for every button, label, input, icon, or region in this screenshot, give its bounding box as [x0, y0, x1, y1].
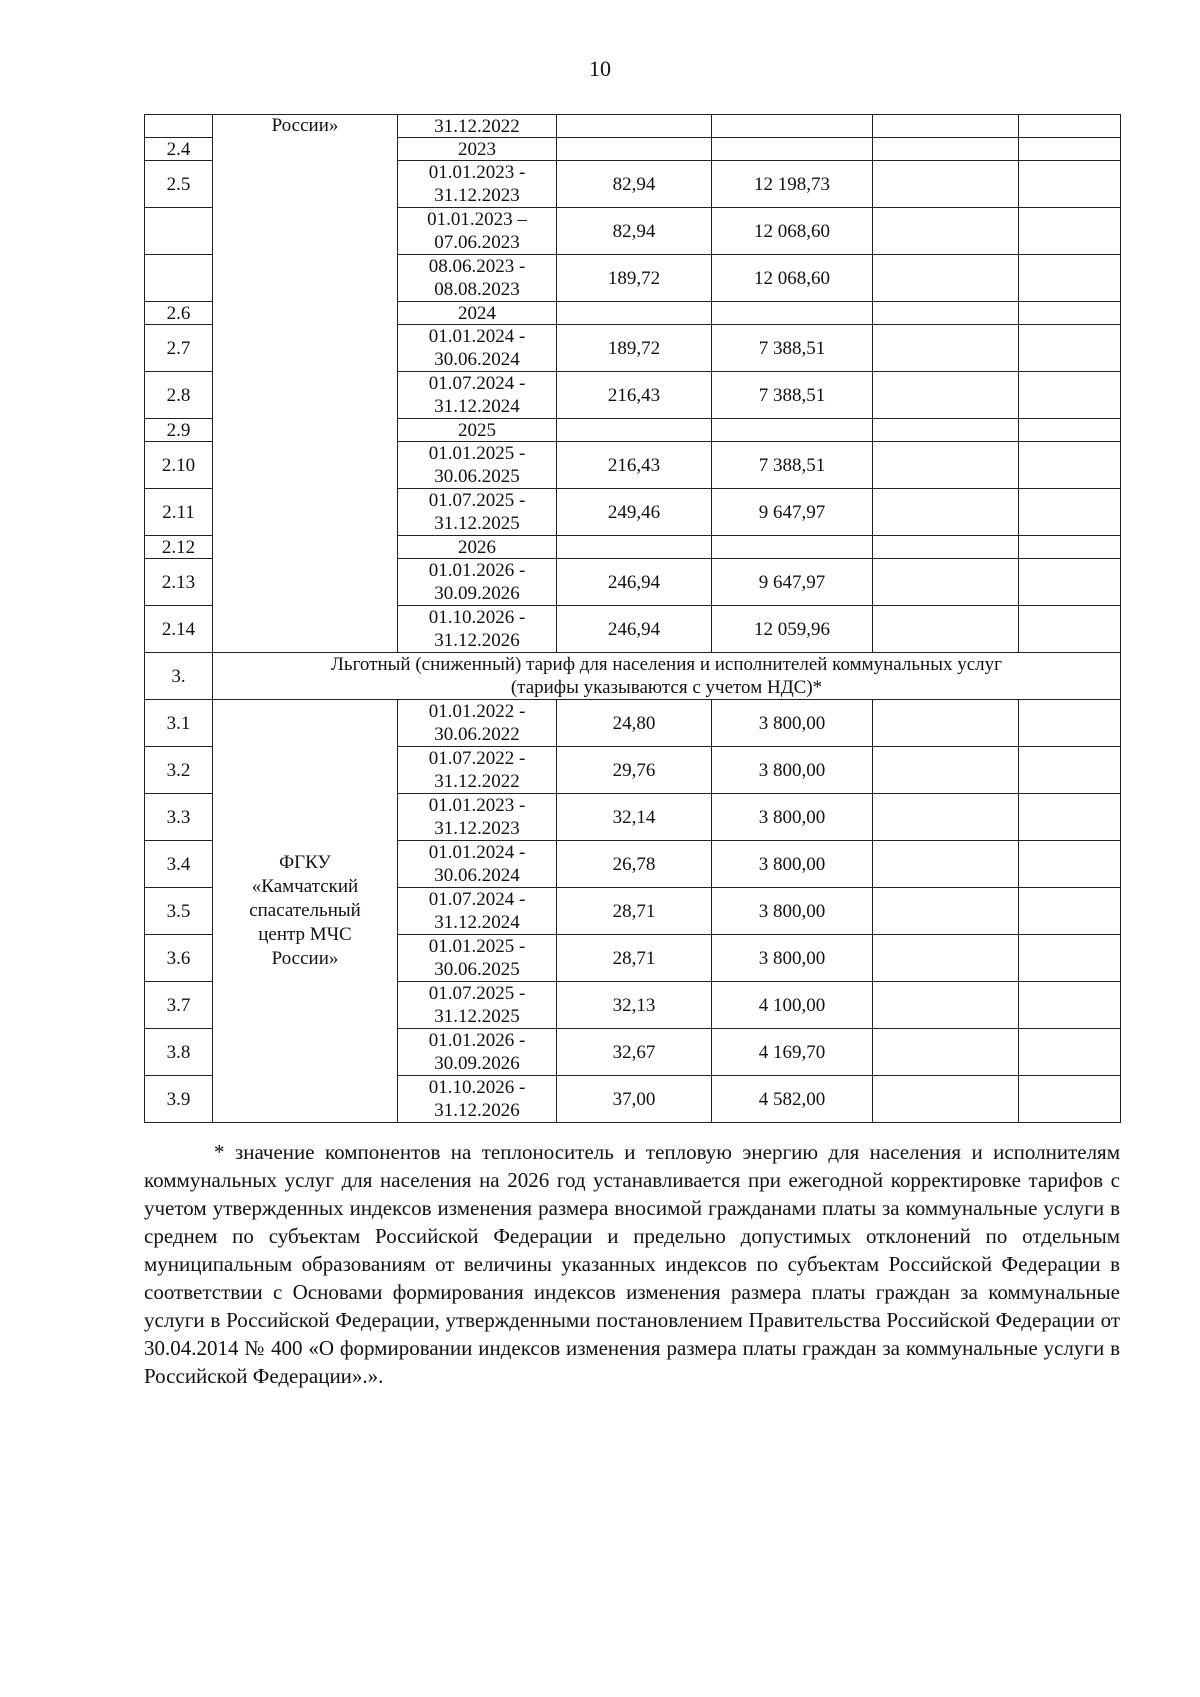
value-cell	[712, 419, 873, 442]
row-number: 3.4	[145, 841, 213, 888]
value-cell	[712, 138, 873, 161]
row-number: 2.10	[145, 442, 213, 489]
row-number: 2.14	[145, 606, 213, 653]
value-cell	[712, 302, 873, 325]
period-cell	[398, 372, 557, 419]
value-cell: 3 800,00	[712, 935, 873, 982]
period-line: 2025	[458, 419, 496, 441]
value-cell: 4 100,00	[712, 982, 873, 1029]
empty-cell	[1019, 559, 1121, 606]
empty-cell	[1019, 255, 1121, 302]
section-title	[213, 653, 1121, 700]
value-cell: 7 388,51	[712, 442, 873, 489]
period-line: 01.01.2023 -	[428, 162, 526, 183]
empty-cell	[1019, 1076, 1121, 1123]
value-cell: 249,46	[557, 489, 712, 536]
period-cell	[398, 442, 557, 489]
empty-cell	[1019, 888, 1121, 935]
empty-cell	[873, 536, 1019, 559]
row-number: 2.13	[145, 559, 213, 606]
value-cell	[557, 115, 712, 138]
organization-line: спасательный	[249, 900, 361, 921]
empty-cell	[873, 372, 1019, 419]
empty-cell	[873, 1076, 1019, 1123]
period-line: 01.01.2026 -	[428, 1030, 526, 1051]
period-line: 30.09.2026	[434, 583, 520, 604]
period-cell	[398, 302, 557, 325]
row-number: 3.8	[145, 1029, 213, 1076]
period-cell	[398, 841, 557, 888]
value-cell: 3 800,00	[712, 888, 873, 935]
period-cell	[398, 888, 557, 935]
empty-cell	[1019, 606, 1121, 653]
empty-cell	[873, 559, 1019, 606]
period-cell	[398, 489, 557, 536]
value-cell: 3 800,00	[712, 841, 873, 888]
empty-cell	[1019, 161, 1121, 208]
period-line: 01.01.2024 -	[428, 842, 526, 863]
empty-cell	[873, 419, 1019, 442]
value-cell: 3 800,00	[712, 794, 873, 841]
empty-cell	[873, 115, 1019, 138]
value-cell: 4 169,70	[712, 1029, 873, 1076]
row-number	[145, 255, 213, 302]
value-cell: 9 647,97	[712, 489, 873, 536]
empty-cell	[1019, 325, 1121, 372]
tariff-section-3	[145, 653, 1121, 700]
organization-line: ФГКУ	[279, 852, 331, 873]
empty-cell	[1019, 138, 1121, 161]
tariff-block-3	[145, 700, 1121, 1123]
empty-cell	[873, 935, 1019, 982]
period-line: 2023	[458, 138, 496, 160]
empty-cell	[1019, 442, 1121, 489]
value-cell: 12 068,60	[712, 208, 873, 255]
row-number: 2.4	[145, 138, 213, 161]
period-cell	[398, 138, 557, 161]
value-cell: 12 198,73	[712, 161, 873, 208]
value-cell: 246,94	[557, 559, 712, 606]
tariff-table	[144, 114, 1121, 1123]
period-line: 01.10.2026 -	[428, 607, 526, 628]
value-cell: 28,71	[557, 888, 712, 935]
row-number: 3.5	[145, 888, 213, 935]
period-line: 31.12.2023	[434, 185, 520, 206]
period-line: 31.12.2026	[434, 630, 520, 651]
row-number: 3.6	[145, 935, 213, 982]
period-line: 2026	[458, 536, 496, 558]
period-cell	[398, 1076, 557, 1123]
empty-cell	[873, 489, 1019, 536]
row-number: 3.7	[145, 982, 213, 1029]
period-cell	[398, 982, 557, 1029]
value-cell: 32,13	[557, 982, 712, 1029]
period-line: 01.10.2026 -	[428, 1077, 526, 1098]
value-cell	[557, 302, 712, 325]
empty-cell	[1019, 700, 1121, 747]
period-line: 01.01.2023 -	[428, 795, 526, 816]
footnote: * значение компонентов на теплоноситель и тепловую энергию для населения и исполнителям коммунальных услуг для населения на 2026 год устанавливается при ежегодной корректировке тарифов с учетом утвержденных индексов изменения размера вносимой гражданами платы за коммунальные услуги в среднем по субъектам Российской Федерации и предельно допустимых отклонений по отдельным муниципальным образованиям от величины указанных индексов по субъектам Российской Федерации в соответствии с Основами формирования индексов изменения размера платы граждан за коммунальные услуги в Российской Федерации, утвержденными постановлением Правительства Российской Федерации от 30.04.2014 № 400 «О формировании индексов изменения размера платы граждан за коммунальные услуги в Российской Федерации».».	[144, 1140, 1120, 1388]
section-title-line: (тарифы указываются с учетом НДС)*	[510, 677, 823, 698]
empty-cell	[1019, 489, 1121, 536]
row-number	[145, 208, 213, 255]
period-line: 31.12.2025	[434, 513, 520, 534]
value-cell	[557, 419, 712, 442]
organization-cell: России»	[213, 115, 398, 653]
value-cell: 4 582,00	[712, 1076, 873, 1123]
period-cell	[398, 536, 557, 559]
section-number: 3.	[145, 653, 213, 700]
period-line: 30.06.2024	[434, 349, 520, 370]
value-cell: 7 388,51	[712, 325, 873, 372]
organization-line: России»	[271, 948, 339, 969]
value-cell: 12 059,96	[712, 606, 873, 653]
value-cell	[712, 536, 873, 559]
empty-cell	[873, 982, 1019, 1029]
period-cell	[398, 606, 557, 653]
value-cell: 9 647,97	[712, 559, 873, 606]
period-line: 01.07.2024 -	[428, 889, 526, 910]
empty-cell	[873, 794, 1019, 841]
period-line: 01.07.2024 -	[428, 373, 526, 394]
table-row	[145, 700, 1121, 747]
organization-line: центр МЧС	[258, 924, 352, 945]
period-cell	[398, 115, 557, 138]
period-cell	[398, 419, 557, 442]
empty-cell	[873, 700, 1019, 747]
period-line: 01.07.2025 -	[428, 983, 526, 1004]
empty-cell	[873, 841, 1019, 888]
section-header-row	[145, 653, 1121, 700]
row-number: 2.6	[145, 302, 213, 325]
period-line: 01.07.2022 -	[428, 748, 526, 769]
empty-cell	[1019, 536, 1121, 559]
value-cell	[557, 138, 712, 161]
value-cell: 7 388,51	[712, 372, 873, 419]
period-line: 31.12.2022	[434, 115, 520, 137]
value-cell: 189,72	[557, 325, 712, 372]
row-number: 3.3	[145, 794, 213, 841]
empty-cell	[1019, 208, 1121, 255]
value-cell: 216,43	[557, 442, 712, 489]
period-line: 2024	[458, 302, 496, 324]
period-line: 30.06.2025	[434, 959, 520, 980]
period-line: 30.09.2026	[434, 1053, 520, 1074]
empty-cell	[873, 208, 1019, 255]
value-cell: 32,14	[557, 794, 712, 841]
table-row	[145, 115, 1121, 138]
period-cell	[398, 255, 557, 302]
section-title-line: Льготный (сниженный) тариф для населения и исполнителей коммунальных услуг	[331, 654, 1002, 675]
empty-cell	[873, 1029, 1019, 1076]
value-cell: 82,94	[557, 208, 712, 255]
period-cell	[398, 1029, 557, 1076]
period-cell	[398, 747, 557, 794]
period-line: 01.01.2025 -	[428, 443, 526, 464]
empty-cell	[873, 255, 1019, 302]
value-cell: 246,94	[557, 606, 712, 653]
period-cell	[398, 208, 557, 255]
row-number: 2.12	[145, 536, 213, 559]
empty-cell	[873, 325, 1019, 372]
value-cell: 189,72	[557, 255, 712, 302]
value-cell: 12 068,60	[712, 255, 873, 302]
period-cell	[398, 935, 557, 982]
empty-cell	[1019, 935, 1121, 982]
period-line: 01.01.2025 -	[428, 936, 526, 957]
value-cell: 24,80	[557, 700, 712, 747]
value-cell: 37,00	[557, 1076, 712, 1123]
row-number: 2.11	[145, 489, 213, 536]
period-cell	[398, 325, 557, 372]
empty-cell	[1019, 419, 1121, 442]
period-cell	[398, 700, 557, 747]
row-number: 3.9	[145, 1076, 213, 1123]
period-line: 31.12.2022	[434, 771, 520, 792]
value-cell	[712, 115, 873, 138]
empty-cell	[873, 161, 1019, 208]
period-line: 01.01.2026 -	[428, 560, 526, 581]
tariff-block-2	[145, 115, 1121, 653]
period-cell	[398, 559, 557, 606]
row-number: 2.7	[145, 325, 213, 372]
organization-line: «Камчатский	[251, 876, 359, 897]
row-number	[145, 115, 213, 138]
period-line: 08.06.2023 -	[428, 256, 526, 277]
row-number: 2.5	[145, 161, 213, 208]
value-cell: 29,76	[557, 747, 712, 794]
value-cell: 216,43	[557, 372, 712, 419]
period-line: 30.06.2025	[434, 466, 520, 487]
row-number: 3.2	[145, 747, 213, 794]
value-cell	[557, 536, 712, 559]
period-line: 01.01.2022 -	[428, 701, 526, 722]
period-line: 31.12.2025	[434, 1006, 520, 1027]
period-line: 30.06.2024	[434, 865, 520, 886]
page-number: 10	[589, 56, 611, 81]
period-line: 01.01.2023 –	[427, 209, 527, 230]
value-cell: 28,71	[557, 935, 712, 982]
period-line: 31.12.2024	[434, 912, 520, 933]
row-number: 2.9	[145, 419, 213, 442]
value-cell: 3 800,00	[712, 700, 873, 747]
row-number: 2.8	[145, 372, 213, 419]
empty-cell	[1019, 372, 1121, 419]
empty-cell	[873, 138, 1019, 161]
empty-cell	[1019, 302, 1121, 325]
period-line: 08.08.2023	[434, 279, 520, 300]
empty-cell	[873, 747, 1019, 794]
empty-cell	[873, 888, 1019, 935]
organization-cell	[213, 700, 398, 1123]
period-cell	[398, 161, 557, 208]
empty-cell	[1019, 982, 1121, 1029]
period-line: 31.12.2026	[434, 1100, 520, 1121]
value-cell: 3 800,00	[712, 747, 873, 794]
row-number: 3.1	[145, 700, 213, 747]
value-cell: 26,78	[557, 841, 712, 888]
empty-cell	[1019, 115, 1121, 138]
empty-cell	[873, 302, 1019, 325]
period-line: 01.01.2024 -	[428, 326, 526, 347]
empty-cell	[1019, 1029, 1121, 1076]
period-line: 31.12.2024	[434, 396, 520, 417]
empty-cell	[1019, 841, 1121, 888]
empty-cell	[1019, 794, 1121, 841]
period-line: 31.12.2023	[434, 818, 520, 839]
value-cell: 32,67	[557, 1029, 712, 1076]
value-cell: 82,94	[557, 161, 712, 208]
period-cell	[398, 794, 557, 841]
period-line: 01.07.2025 -	[428, 490, 526, 511]
period-line: 07.06.2023	[434, 232, 520, 253]
empty-cell	[873, 442, 1019, 489]
period-line: 30.06.2022	[434, 724, 520, 745]
empty-cell	[1019, 747, 1121, 794]
empty-cell	[873, 606, 1019, 653]
